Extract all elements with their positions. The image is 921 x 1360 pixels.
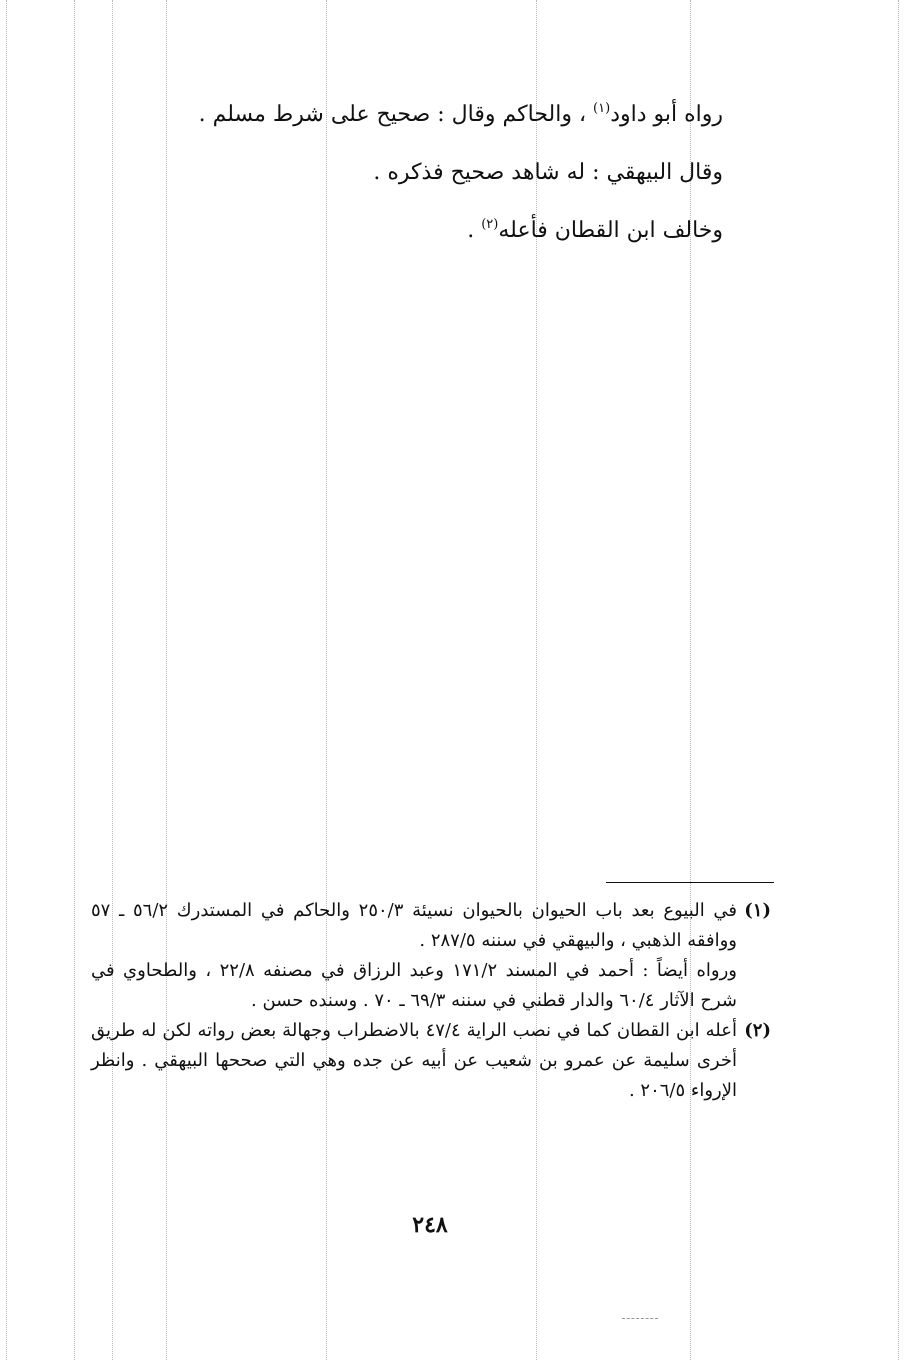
scan-guide-line bbox=[112, 0, 113, 1360]
scan-guide-line bbox=[74, 0, 75, 1360]
footnote-1-text: في البيوع بعد باب الحيوان بالحيوان نسيئة ٢٥٠/٣ والحاكم في المستدرك ٥٦/٢ ـ ٥٧ ووافقه الذهبي ، والبيهقي في سننه ٢٨٧/٥ . bbox=[91, 900, 738, 951]
main-line-2: وقال البيهقي : له شاهد صحيح فذكره . bbox=[373, 160, 723, 185]
footnote-ref-1: (١) bbox=[593, 101, 611, 116]
footnote-2-text: أعله ابن القطان كما في نصب الراية ٤٧/٤ بالاضطراب وجهالة بعض رواته لكن له طريق أخرى سليمة عن عمرو بن شعيب عن أبيه عن جده وهي التي صححها البيهقي . وانظر الإرواء ٢٠٦/٥ . bbox=[91, 1020, 737, 1101]
main-line-1 bbox=[163, 86, 723, 144]
main-line-3-rest: . bbox=[467, 218, 482, 243]
footnote-separator bbox=[606, 882, 774, 883]
footnote-2 bbox=[91, 1016, 771, 1106]
main-line-1-text: رواه أبو داود bbox=[610, 102, 723, 127]
scan-mark bbox=[622, 1318, 658, 1319]
main-text bbox=[163, 86, 723, 260]
main-line-3 bbox=[163, 202, 723, 260]
page-number: ٢٤٨ bbox=[412, 1212, 448, 1238]
footnotes bbox=[91, 896, 771, 1106]
footnote-2-number: (٢) bbox=[744, 1020, 771, 1041]
footnote-1 bbox=[91, 896, 771, 956]
main-line-1-rest: ، والحاكم وقال : صحيح على شرط مسلم . bbox=[198, 102, 594, 127]
scan-guide-line bbox=[6, 0, 7, 1360]
scan-guide-line bbox=[898, 0, 899, 1360]
main-line-3-text: وخالف ابن القطان فأعله bbox=[498, 218, 723, 243]
footnote-ref-2: (٢) bbox=[481, 217, 499, 232]
footnote-1-continued: ورواه أيضاً : أحمد في المسند ١٧١/٢ وعبد الرزاق في مصنفه ٢٢/٨ ، والطحاوي في شرح الآثار ٦٠/٤ والدار قطني في سننه ٦٩/٣ ـ ٧٠ . وسنده حسن . bbox=[91, 960, 737, 1011]
footnote-1-number: (١) bbox=[744, 900, 771, 921]
